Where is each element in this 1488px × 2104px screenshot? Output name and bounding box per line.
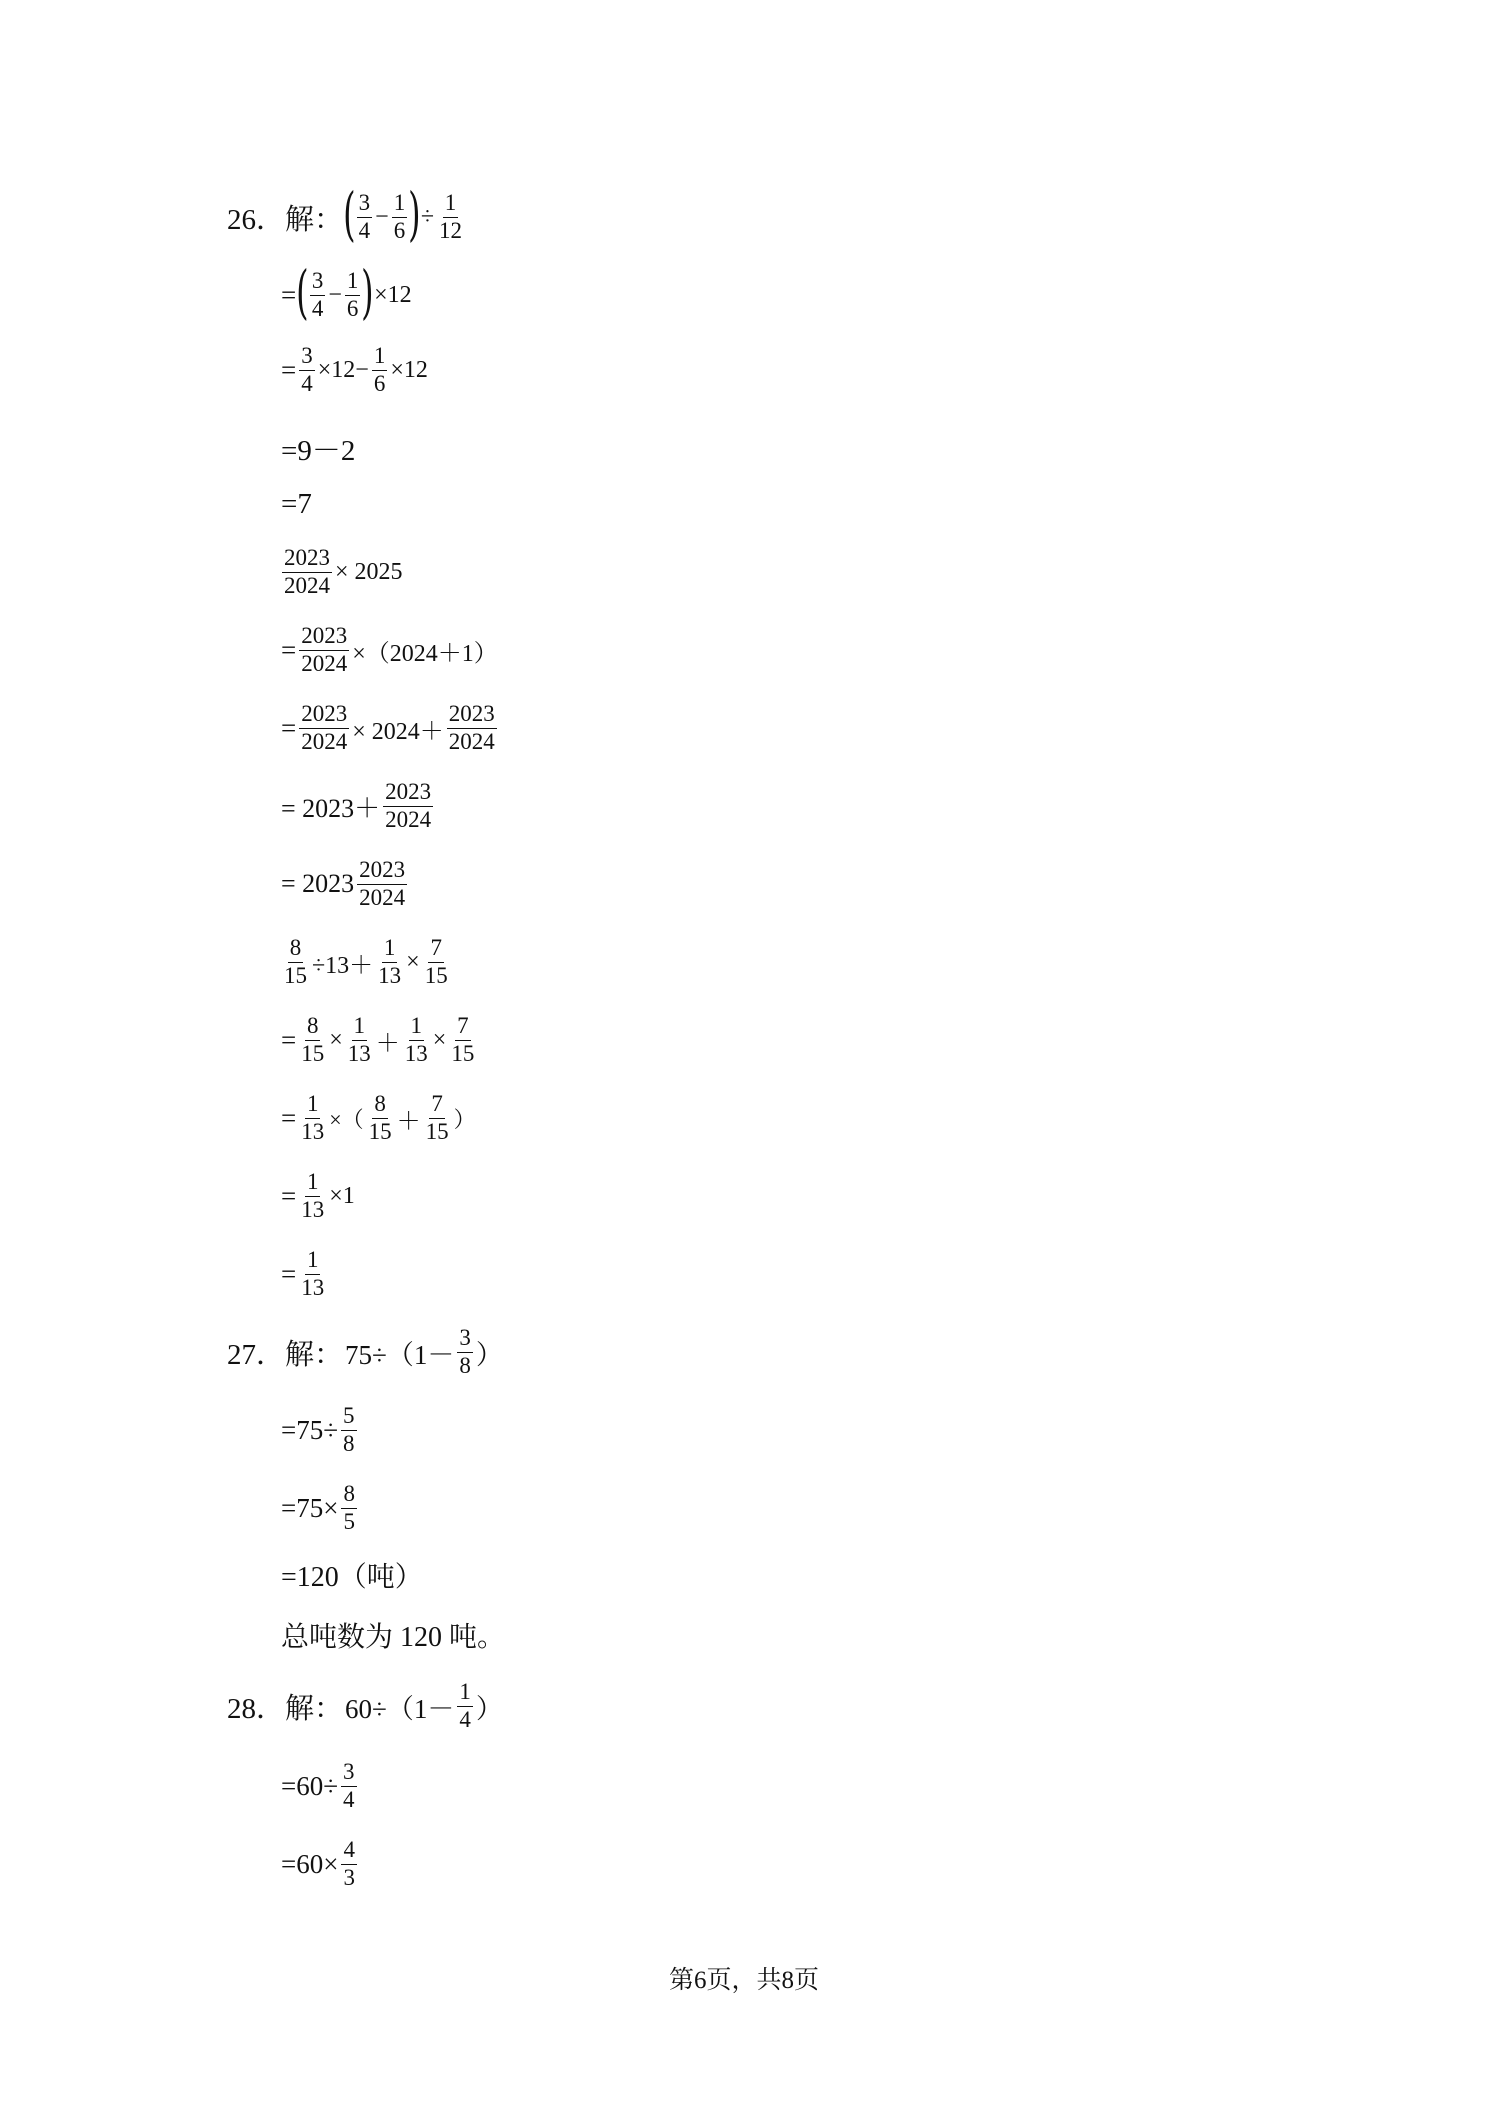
q28-line-2 xyxy=(280,1760,359,1813)
fraction: $\frac{3}{4}$ xyxy=(301,343,313,396)
expression-text: ÷13＋ xyxy=(312,952,374,979)
fraction: $\frac{1}{13}$ xyxy=(347,1013,371,1066)
expression-text: =7 xyxy=(281,488,312,520)
expression-text: ） xyxy=(475,1693,503,1724)
fraction: $\frac{1}{13}$ xyxy=(404,1013,428,1066)
q27-answer xyxy=(280,1615,506,1655)
q27-line-3 xyxy=(280,1482,359,1535)
expression-text: = 2023 xyxy=(281,869,355,899)
expression-text: =75× xyxy=(281,1492,339,1523)
expression-text: ） xyxy=(475,1339,503,1370)
expression-text: ×12− xyxy=(317,356,369,383)
fraction: $\frac{3}{4}$ xyxy=(343,1759,355,1812)
q26-part3-line-2 xyxy=(280,1014,478,1067)
q27-line-2 xyxy=(280,1404,359,1457)
expression-text: ） xyxy=(453,1106,476,1132)
operator: ＋ xyxy=(375,1030,400,1057)
answer-text: 总吨数为 120 吨。 xyxy=(281,1622,506,1653)
fraction: $\frac{3}{4}$ xyxy=(311,267,324,321)
q26-line-1 xyxy=(226,180,466,248)
operator: − xyxy=(328,281,342,308)
q27-label: 27．解： xyxy=(227,1338,344,1371)
q28-line-1 xyxy=(226,1680,504,1733)
equals-sign: = xyxy=(281,1102,297,1133)
equals-sign: = xyxy=(281,354,297,385)
fraction: $\frac{2023}{2024}$ xyxy=(301,623,348,676)
fraction: $\frac{1}{6}$ xyxy=(393,189,406,243)
page-footer: 第6页，共8页 xyxy=(668,1967,819,1994)
expression-text: 75÷（1－ xyxy=(345,1339,455,1370)
equals-sign: = xyxy=(281,634,297,665)
expression-text: =9－2 xyxy=(281,435,356,467)
expression-text: × 2025 xyxy=(335,558,403,585)
right-paren: ) xyxy=(408,180,421,248)
q26-part3-line-1 xyxy=(280,936,452,989)
fraction: $\frac{1}{13}$ xyxy=(301,1247,325,1300)
q28-label: 28．解： xyxy=(227,1692,344,1725)
fraction: $\frac{8}{15}$ xyxy=(284,935,307,988)
q26-part3-line-3 xyxy=(280,1092,477,1145)
q27-line-1 xyxy=(226,1326,504,1379)
fraction: $\frac{8}{15}$ xyxy=(368,1091,392,1144)
q26-line-4 xyxy=(280,428,356,469)
expression-text: 60÷（1－ xyxy=(345,1693,455,1724)
q26-label: 26．解： xyxy=(227,203,344,236)
fraction: $\frac{3}{4}$ xyxy=(358,189,371,243)
operator: ＋ xyxy=(396,1108,421,1135)
expression-text: =60× xyxy=(281,1848,339,1879)
fraction: $\frac{8}{15}$ xyxy=(301,1013,325,1066)
fraction: $\frac{1}{13}$ xyxy=(301,1091,325,1144)
left-paren: ( xyxy=(296,258,309,326)
expression-text: =120（吨） xyxy=(281,1562,423,1593)
fraction: $\frac{2023}{2024}$ xyxy=(359,857,406,910)
expression-text: × 2024＋ xyxy=(352,718,444,745)
expression-text: =75÷ xyxy=(281,1414,339,1445)
fraction: $\frac{7}{15}$ xyxy=(451,1013,475,1066)
q28-line-3 xyxy=(280,1838,359,1891)
equals-sign: = xyxy=(281,1258,297,1289)
fraction: $\frac{7}{15}$ xyxy=(424,935,448,988)
fraction: $\frac{1}{6}$ xyxy=(346,267,359,321)
operator: × xyxy=(432,1026,447,1053)
operator: − xyxy=(375,203,389,230)
expression-text: = 2023＋ xyxy=(281,793,381,823)
expression-text: ×（ xyxy=(329,1106,364,1132)
q26-part2-line-5 xyxy=(280,858,409,911)
q26-part2-line-4 xyxy=(280,780,435,833)
fraction: $\frac{2023}{2024}$ xyxy=(385,779,432,832)
fraction: $\frac{8}{5}$ xyxy=(343,1481,355,1534)
expression-text: ×12 xyxy=(374,281,412,308)
q26-part3-line-4 xyxy=(280,1170,356,1223)
fraction: $\frac{7}{15}$ xyxy=(425,1091,449,1144)
right-paren: ) xyxy=(361,258,374,326)
fraction: $\frac{1}{13}$ xyxy=(378,935,402,988)
equals-sign: = xyxy=(281,712,297,743)
fraction: $\frac{1}{12}$ xyxy=(439,189,463,243)
left-paren: ( xyxy=(343,180,356,248)
fraction: $\frac{3}{8}$ xyxy=(459,1325,471,1378)
fraction: $\frac{1}{6}$ xyxy=(373,343,386,396)
fraction: $\frac{5}{8}$ xyxy=(343,1403,355,1456)
fraction: $\frac{2023}{2024}$ xyxy=(448,701,495,754)
q26-line-3 xyxy=(280,344,429,397)
q26-line-5 xyxy=(280,488,313,521)
q26-part2-line-3 xyxy=(280,702,499,755)
operator: × xyxy=(406,948,420,975)
operator: ÷ xyxy=(420,203,435,230)
q26-part2-line-2 xyxy=(280,624,499,677)
expression-text: ×12 xyxy=(390,356,428,383)
expression-text: ×1 xyxy=(329,1182,355,1209)
expression-text: ×（2024＋1） xyxy=(352,640,498,667)
fraction: $\frac{1}{13}$ xyxy=(301,1169,325,1222)
q26-line-2 xyxy=(280,258,413,326)
q27-line-4 xyxy=(280,1555,424,1595)
operator: × xyxy=(329,1026,343,1053)
fraction: $\frac{2023}{2024}$ xyxy=(301,701,348,754)
fraction: $\frac{4}{3}$ xyxy=(343,1837,355,1890)
expression-text: =60÷ xyxy=(281,1770,339,1801)
equals-sign: = xyxy=(281,279,297,310)
fraction: $\frac{1}{4}$ xyxy=(459,1679,471,1732)
equals-sign: = xyxy=(281,1180,297,1211)
q26-part2-line-1 xyxy=(280,546,404,599)
fraction: $\frac{2023}{2024}$ xyxy=(284,545,330,598)
equals-sign: = xyxy=(281,1024,297,1055)
q26-part3-line-5 xyxy=(280,1248,328,1301)
